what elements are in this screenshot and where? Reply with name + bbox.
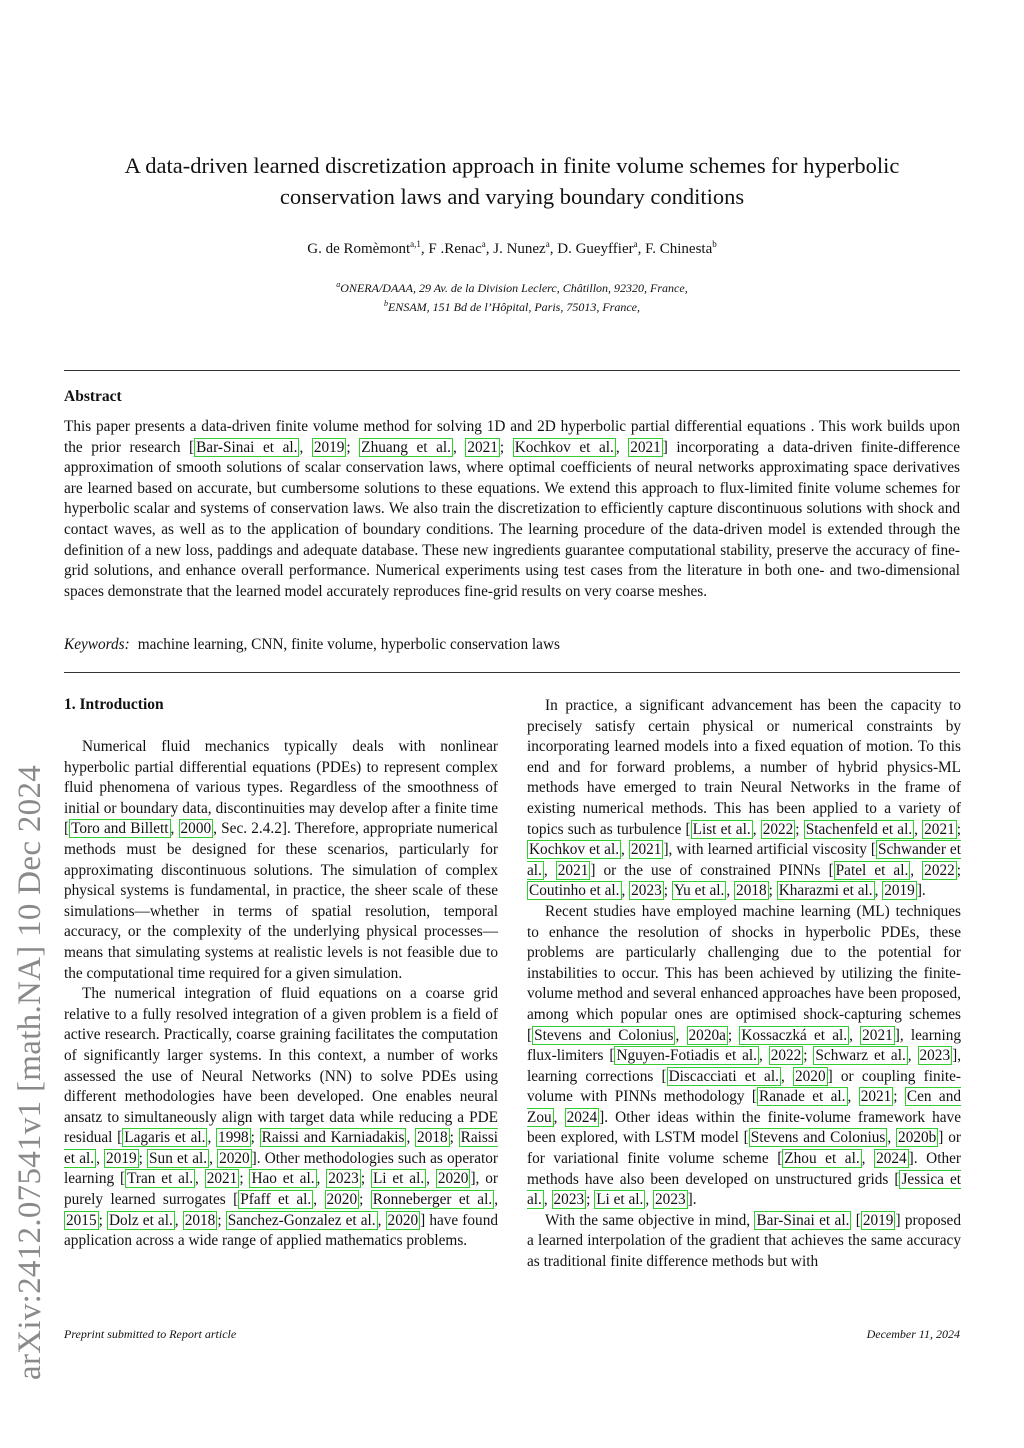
text: , bbox=[780, 1067, 793, 1085]
citation-link[interactable]: 2018 bbox=[417, 1129, 448, 1147]
author-sup: a bbox=[481, 239, 486, 249]
text: , bbox=[195, 1170, 205, 1188]
text: , bbox=[299, 438, 312, 456]
affiliation-a bbox=[70, 277, 954, 296]
citation-link[interactable]: Lagaris et al. bbox=[124, 1129, 206, 1147]
citation-link[interactable]: 2000 bbox=[180, 820, 212, 838]
text: , bbox=[621, 882, 630, 900]
text: ] have found application across a wide range of applied mathematics problems. bbox=[64, 1211, 498, 1250]
text: ], learning corrections [ bbox=[527, 1047, 962, 1085]
citation-link[interactable]: 2021 bbox=[860, 1088, 892, 1106]
text: , bbox=[847, 1088, 859, 1106]
text: , bbox=[543, 861, 556, 879]
text: , bbox=[553, 1108, 565, 1126]
citation-link[interactable]: List et al. bbox=[692, 820, 751, 838]
citation-link[interactable]: 2019 bbox=[106, 1149, 137, 1167]
citation-link[interactable]: Kossaczká et al. bbox=[741, 1026, 848, 1044]
citation-link[interactable]: 2022 bbox=[924, 861, 955, 879]
citation-link[interactable]: 2023 bbox=[919, 1047, 951, 1065]
citation-link[interactable]: Bar-Sinai et al. bbox=[756, 1211, 850, 1229]
text: ; bbox=[768, 882, 777, 900]
text: ; bbox=[803, 1047, 814, 1065]
text: ; bbox=[956, 861, 962, 879]
text: ] incorporating a data-driven finite-difference approximation of smooth solutions of scalar conservation laws, where optimal coefficients of neural networks approximating space derivatives are learned based on accurate, but cumbersome solutions to these equations. We extend this approach to flux-limited finite volume schemes for hyperbolic scalar and systems of conservation laws. We also train the discretization to efficiently capture discontinuous solutions with shock and contact waves, as well as to the application of boundary conditions. The learning procedure of the data-driven model is extended through the definition of a new loss, paddings and adequate database. These new ingredients guarantee computational stability, preserve the accuracy of fine-grid solutions, and enhance overall performance. Numerical experiments using test cases from the literature in both one- and two-dimensional spaces demonstrate that the learned model accurately reproduces fine-grid results on very coarse meshes. bbox=[64, 438, 961, 600]
affiliation-b bbox=[70, 296, 954, 315]
citation-link[interactable]: Pfaff et al. bbox=[240, 1191, 312, 1209]
text: , bbox=[907, 1047, 918, 1065]
author-name: , F .Renac bbox=[420, 241, 482, 257]
arxiv-identifier[interactable]: arXiv:2412.07541v1 [math.NA] 10 Dec 2024 bbox=[12, 764, 48, 1380]
paper-title bbox=[70, 150, 954, 212]
citation-link[interactable]: 2021 bbox=[924, 820, 955, 838]
text: ]. bbox=[916, 882, 926, 900]
citation-link[interactable]: 2020 bbox=[387, 1211, 419, 1229]
text: ], learning flux-limiters [ bbox=[527, 1026, 961, 1065]
citation-link[interactable]: 1998 bbox=[218, 1129, 249, 1147]
text: , bbox=[406, 1129, 416, 1147]
citation-link[interactable]: Raissi and Karniadakis bbox=[261, 1129, 405, 1147]
citation-link[interactable]: 2021 bbox=[557, 861, 589, 879]
text: [ bbox=[851, 1211, 861, 1229]
citation-link[interactable]: Schwarz et al. bbox=[815, 1047, 906, 1065]
text: , bbox=[452, 438, 466, 456]
text: , bbox=[426, 1170, 436, 1188]
text: ] or coupling finite-volume with PINNs methodology [ bbox=[527, 1067, 962, 1106]
paragraph bbox=[527, 696, 961, 902]
citation-link[interactable]: Nguyen-Fotiadis et al. bbox=[616, 1047, 757, 1065]
citation-link[interactable]: Schwander et al. bbox=[527, 841, 961, 879]
keywords-label: Keywords: bbox=[64, 636, 130, 653]
text: In practice, a significant advancement has been the capacity to precisely satisfy certain physical or numerical constraints by incorporating learned models into a fixed equation of motion. To this end and for forward problems, a number of hybrid physics-ML methods have emerged to train Neural Networks in the frame of existing numerical methods. This has been applied to a variety of topics such as turbulence [ bbox=[527, 697, 961, 838]
text: ], or purely learned surrogates [ bbox=[64, 1170, 498, 1209]
citation-link[interactable]: Discacciati et al. bbox=[668, 1067, 779, 1085]
citation-link[interactable]: Zhuang et al. bbox=[361, 438, 451, 456]
citation-link[interactable]: Li et al. bbox=[372, 1170, 425, 1188]
text: The numerical integration of fluid equations on a coarse grid relative to a fully resolved integration of a given problem is a field of active research. Practically, coarse graining facilitates the computation of significantly larger systems. In this context, a number of works assessed the use of Neural Networks (NN) to solve PDEs using different methodologies have been developed. One enables neural ansatz to simultaneously align with target data while reducing a PDE residual [ bbox=[64, 985, 498, 1147]
text: Numerical fluid mechanics typically deals with nonlinear hyperbolic partial differential equations (PDEs) to represent complex fluid phenomena of various types. Regardless of the smoothness of initial or boundary data, discontinuities may develop after a finite time [ bbox=[64, 738, 498, 838]
citation-link[interactable]: 2023 bbox=[631, 882, 662, 900]
citation-link[interactable]: 2021 bbox=[630, 841, 662, 859]
citation-link[interactable]: Raissi et al. bbox=[64, 1129, 499, 1167]
abstract-text bbox=[64, 417, 960, 602]
affiliation-sup: b bbox=[384, 299, 388, 308]
text: ; bbox=[360, 1170, 371, 1188]
citation-link[interactable]: Kochkov et al. bbox=[514, 438, 614, 456]
citation-link[interactable]: Kharazmi et al. bbox=[778, 882, 873, 900]
text: , bbox=[910, 861, 923, 879]
citation-link[interactable]: 2021 bbox=[206, 1170, 238, 1188]
citation-link[interactable]: 2020 bbox=[326, 1191, 358, 1209]
affiliation-text: ENSAM, 151 Bd de l’Hôpital, Paris, 75013, France, bbox=[388, 300, 640, 314]
citation-link[interactable]: 2022 bbox=[762, 820, 794, 838]
text: , bbox=[170, 820, 179, 838]
citation-link[interactable]: Dolz et al. bbox=[108, 1211, 173, 1229]
text: , bbox=[874, 882, 883, 900]
affiliations bbox=[70, 277, 954, 315]
text: ; bbox=[359, 1191, 371, 1209]
citation-link[interactable]: 2023 bbox=[328, 1170, 359, 1188]
text: , bbox=[675, 1026, 687, 1044]
text: ; bbox=[449, 1129, 459, 1147]
right-column bbox=[527, 696, 961, 1273]
left-column bbox=[64, 737, 498, 1252]
text: With the same objective in mind, bbox=[545, 1211, 755, 1229]
citation-link[interactable]: 2020 bbox=[219, 1149, 250, 1167]
title-line-2: conservation laws and varying boundary conditions bbox=[279, 184, 745, 209]
text: This paper presents a data-driven finite volume method for solving 1D and 2D hyperbolic partial differential equations . This work builds upon the prior research [ bbox=[64, 418, 960, 456]
citation-link[interactable]: Sun et al. bbox=[149, 1149, 208, 1167]
author-sup: b bbox=[712, 239, 717, 249]
footer-preprint: Preprint submitted to Report article bbox=[64, 1327, 237, 1341]
text: , bbox=[174, 1211, 183, 1229]
citation-link[interactable]: Patel et al. bbox=[835, 861, 909, 879]
citation-link[interactable]: 2024 bbox=[566, 1108, 598, 1126]
text: Recent studies have employed machine learning (ML) techniques to enhance the resolution of shocks in hyperbolic PDEs, these problems are particularly challenging due to the potential for instabilities to occur. This has been achieved by utilizing the finite-volume method and several enhanced approaches have been proposed, among which popular ones are optimised shock-capturing schemes [ bbox=[527, 902, 961, 1044]
text: , bbox=[316, 1170, 327, 1188]
author-list bbox=[70, 239, 954, 258]
citation-link[interactable]: 2020a bbox=[688, 1026, 726, 1044]
text: , bbox=[313, 1191, 325, 1209]
citation-link[interactable]: 2015 bbox=[66, 1211, 97, 1229]
divider-bottom bbox=[64, 672, 960, 673]
citation-link[interactable]: Li et al. bbox=[596, 1191, 644, 1209]
text: ], with learned artificial viscosity [ bbox=[663, 841, 876, 859]
text: ]. Other ideas within the finite-volume framework have been explored, with LSTM model [ bbox=[527, 1108, 961, 1147]
text: , bbox=[494, 1191, 499, 1209]
citation-link[interactable]: Stevens and Colonius bbox=[534, 1026, 674, 1044]
title-line-1: A data-driven learned discretization approach in finite volume schemes for hyperbolic bbox=[124, 153, 900, 178]
citation-link[interactable]: 2018 bbox=[184, 1211, 216, 1229]
citation-link[interactable]: Sanchez-Gonzalez et al. bbox=[227, 1211, 376, 1229]
text: , bbox=[621, 841, 629, 859]
affiliation-text: ONERA/DAAA, 29 Av. de la Division Leclerc, Châtillon, 92320, France, bbox=[340, 281, 688, 295]
citation-link[interactable]: 2022 bbox=[770, 1047, 802, 1065]
text: ; bbox=[346, 438, 360, 456]
citation-link[interactable]: Cen and Zou bbox=[527, 1088, 961, 1126]
citation-link[interactable]: 2020b bbox=[898, 1129, 937, 1147]
citation-link[interactable]: 2021 bbox=[467, 438, 498, 456]
text: , bbox=[849, 1026, 861, 1044]
citation-link[interactable]: 2023 bbox=[655, 1191, 686, 1209]
citation-link[interactable]: Jessica et al. bbox=[527, 1170, 961, 1209]
text: , bbox=[543, 1191, 552, 1209]
citation-link[interactable]: Zhou et al. bbox=[784, 1150, 860, 1168]
text: , bbox=[861, 1150, 875, 1168]
text: , bbox=[726, 882, 735, 900]
citation-link[interactable]: 2024 bbox=[876, 1150, 907, 1168]
text: ]. bbox=[687, 1191, 697, 1209]
keywords bbox=[64, 636, 560, 654]
text: ]. Other methodologies such as operator learning [ bbox=[64, 1149, 498, 1188]
text: ; bbox=[727, 1026, 740, 1044]
affiliation-sup: a bbox=[336, 280, 341, 289]
text: ] proposed a learned interpolation of the gradient that achieves the same accuracy as traditional finite difference methods but with bbox=[527, 1211, 961, 1271]
citation-link[interactable]: Toro and Billett bbox=[71, 820, 169, 838]
citation-link[interactable]: Kochkov et al. bbox=[529, 841, 620, 859]
citation-link[interactable]: Tran et al. bbox=[127, 1170, 194, 1188]
text: ; bbox=[586, 1191, 595, 1209]
citation-link[interactable]: Yu et al. bbox=[673, 882, 725, 900]
section-heading: 1. Introduction bbox=[64, 696, 164, 713]
citation-link[interactable]: Bar-Sinai et al. bbox=[196, 438, 298, 456]
citation-link[interactable]: 2023 bbox=[553, 1191, 585, 1209]
text: , bbox=[758, 1047, 769, 1065]
citation-link[interactable]: 2019 bbox=[313, 438, 345, 456]
text: ; bbox=[499, 438, 513, 456]
keywords-text: machine learning, CNN, finite volume, hyperbolic conservation laws bbox=[137, 636, 560, 653]
text: ; bbox=[956, 820, 961, 838]
author-name: G. de Romèmont bbox=[307, 241, 411, 257]
text: ; bbox=[138, 1149, 148, 1167]
text: , bbox=[615, 438, 629, 456]
text: , Sec. 2.4.2]. Therefore, appropriate numerical methods must be designed for these scenarios, particularly for approximating discontinuous solutions. The simulation of complex physical systems is fundamental, in practice, the sheer scale of these simulations—whether in terms of spatial resolution, temporal accuracy, or the complexity of the underlying physical processes—means that simulating systems at realistic levels is not feasible due to the computational time required for a given simulation. bbox=[64, 820, 498, 982]
author-name: , J. Nunez bbox=[485, 241, 546, 257]
text: ]. Other methods have also been developed on unstructured grids [ bbox=[527, 1150, 962, 1188]
text: ; bbox=[239, 1170, 250, 1188]
citation-link[interactable]: 2021 bbox=[862, 1026, 893, 1044]
citation-link[interactable]: 2019 bbox=[884, 882, 915, 900]
author-sup: a bbox=[633, 239, 638, 249]
text: , bbox=[96, 1149, 105, 1167]
citation-link[interactable]: 2020 bbox=[437, 1170, 469, 1188]
paragraph bbox=[64, 737, 498, 984]
text: ; bbox=[217, 1211, 226, 1229]
text: ; bbox=[893, 1088, 905, 1106]
text: , bbox=[645, 1191, 654, 1209]
text: , bbox=[887, 1129, 897, 1147]
citation-link[interactable]: Coutinho et al. bbox=[529, 882, 620, 900]
text: , bbox=[752, 820, 761, 838]
citation-link[interactable]: Ranade et al. bbox=[759, 1088, 846, 1106]
text: ; bbox=[663, 882, 672, 900]
text: ; bbox=[795, 820, 804, 838]
divider-top bbox=[64, 370, 960, 371]
author-sup: a,1 bbox=[410, 239, 421, 249]
abstract-heading: Abstract bbox=[64, 388, 122, 405]
text: ; bbox=[98, 1211, 107, 1229]
citation-link[interactable]: Stachenfeld et al. bbox=[805, 820, 913, 838]
author-name: , D. Gueyffier bbox=[549, 241, 634, 257]
citation-link[interactable]: 2020 bbox=[795, 1067, 826, 1085]
citation-link[interactable]: 2021 bbox=[630, 438, 661, 456]
text: ; bbox=[250, 1129, 260, 1147]
paragraph bbox=[527, 902, 961, 1211]
citation-link[interactable]: Stevens and Colonius bbox=[750, 1129, 886, 1147]
citation-link[interactable]: Ronneberger et al. bbox=[372, 1191, 493, 1209]
text: ] or for variational finite volume scheme [ bbox=[527, 1129, 961, 1168]
text: , bbox=[377, 1211, 386, 1229]
paragraph bbox=[527, 1211, 961, 1273]
citation-link[interactable]: Hao et al. bbox=[251, 1170, 315, 1188]
text: , bbox=[914, 820, 923, 838]
text: , bbox=[209, 1149, 218, 1167]
text: ] or the use of constrained PINNs [ bbox=[590, 861, 834, 879]
citation-link[interactable]: 2018 bbox=[736, 882, 767, 900]
citation-link[interactable]: 2019 bbox=[862, 1211, 894, 1229]
author-name: , F. Chinesta bbox=[637, 241, 713, 257]
text: , bbox=[207, 1129, 217, 1147]
author-sup: a bbox=[545, 239, 550, 249]
paragraph bbox=[64, 984, 498, 1252]
footer-date: December 11, 2024 bbox=[866, 1327, 960, 1341]
